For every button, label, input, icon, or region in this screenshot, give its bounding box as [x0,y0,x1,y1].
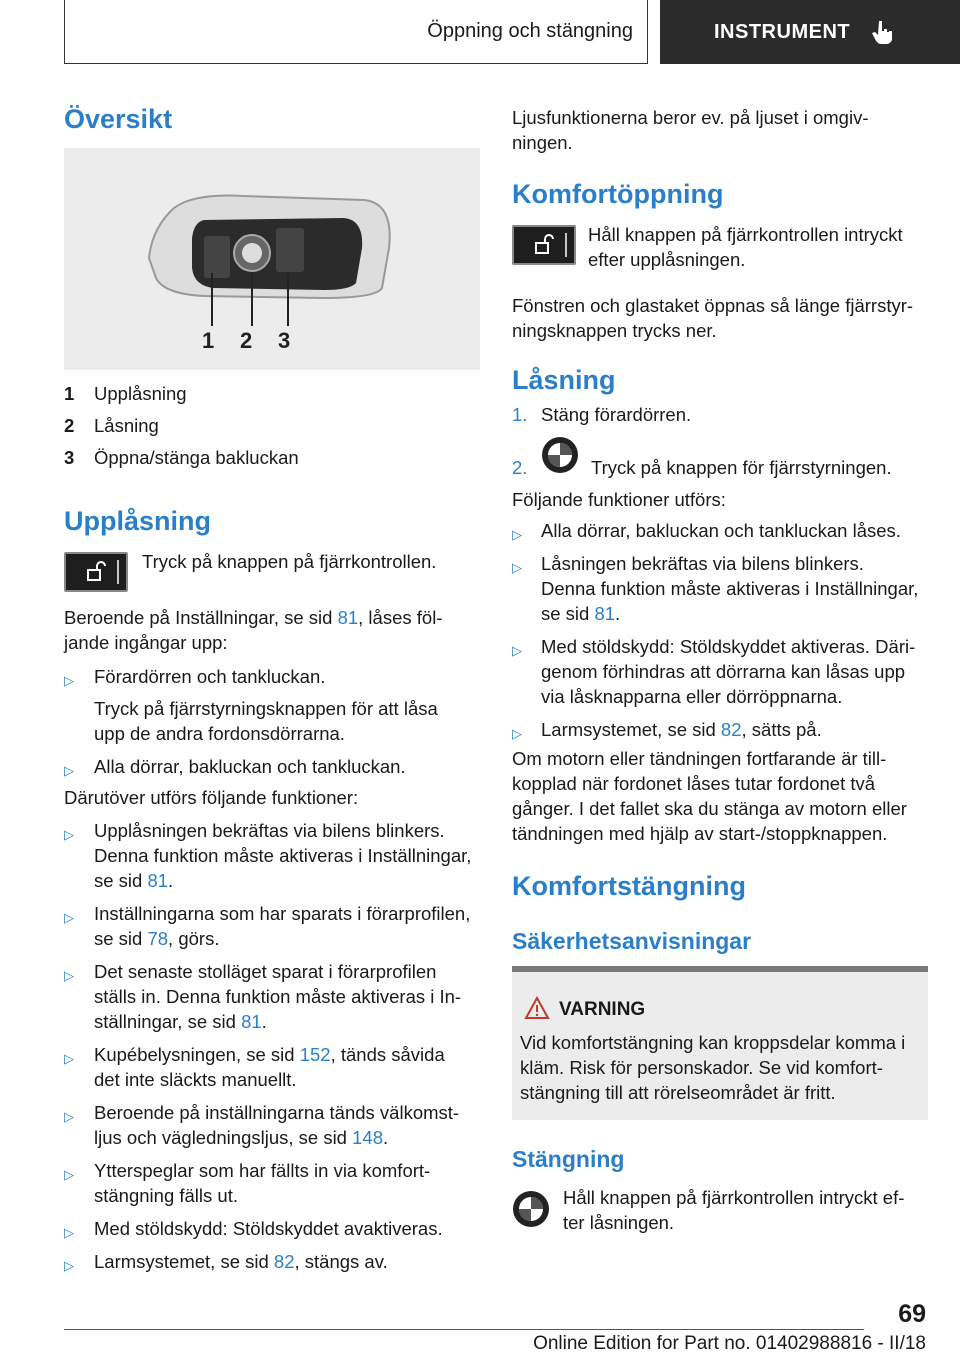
step-num: 2. [512,457,528,478]
warning-text: Vid komfortstängning kan kroppsdelar komma i kläm. Risk för personskador. Se vid komfort- stängning till att rörelseområdet är fritt. [520,1032,906,1103]
legend-text: Låsning [94,415,159,436]
footer-divider [64,1329,864,1330]
chapter-title: INSTRUMENT [714,20,851,43]
fig-label-2: 2 [240,328,253,353]
comfort-open-title: Komfortöppning [512,179,724,209]
key-fob-figure [64,148,480,370]
fig-label-1: 1 [202,328,215,353]
page-number: 69 [898,1300,926,1328]
safety-title: Säkerhetsanvisningar [512,928,752,954]
fig-label-3: 3 [278,328,291,353]
bmw-logo-icon [512,1190,550,1228]
header-chapter [660,0,960,64]
header-section [64,0,648,64]
warning-box [512,966,928,1120]
depends-para: Beroende på Inställningar, se sid 81, låses föl- jande ingångar upp: [64,607,443,653]
warning-triangle-icon [524,996,550,1020]
edition-text: Online Edition for Part no. 01402988816 - II/18 [533,1333,926,1354]
page-link[interactable]: 152 [299,1044,331,1065]
bmw-logo-icon [541,436,579,474]
motor-para: Om motorn eller tändningen fortfarande är till- kopplad när fordonet låses tutar fordonet två gånger. I det fallet ska du stänga av motorn eller tändningen med hjälp av start-/stoppknappen. [512,748,907,844]
page-link[interactable]: 81 [241,1011,262,1032]
legend-text: Upplåsning [94,383,187,404]
light-para: Ljusfunktionerna beror ev. på ljuset i omgiv- ningen. [512,107,869,153]
page-link[interactable]: 81 [594,603,616,624]
unlock-button-icon [512,225,576,265]
comfort-close-title: Komfortstängning [512,871,746,901]
functions-bullets: ▷ Upplåsningen bekräftas via bilens blinkers. Denna funktion måste aktiveras i Inställningar, se sid 81. ▷ Inställningarna som har sparats i förarprofilen, se sid 78, görs. ▷ Det senaste stolläget sparat i förarprofilen ställs in. Denna funktion måste aktiveras i In- ställningar, se sid 81. ▷ Kupébelysningen, se sid 152, tänds såvida det inte släckts manuellt. ▷ Beroende på inställningarna tänds välkomst- ljus och vägledningsljus, se sid 148. ▷ Ytterspeglar som har fällts in via komfort- stängning fälls ut. ▷ Med stöldskydd: Stöldskyddet avaktiveras. ▷ Larmsystemet, se sid 82, stängs av. [64,820,472,1273]
page-link[interactable]: 82 [273,1251,295,1272]
lock-title: Låsning [512,365,616,395]
legend-num: 3 [64,447,75,468]
lock-bullets: ▷ Alla dörrar, bakluckan och tankluckan låses. ▷ Låsningen bekräftas via bilens blinkers. Denna funktion måste aktiveras i Inställningar, se sid 81. ▷ Med stöldskydd: Stöldskyddet aktiveras. Däri- genom förhindras att dörrarna kan låsas upp via låsknapparna eller dörröppnarna. ▷ Larmsystemet, se sid 82, sätts på. [512,520,919,741]
page-link[interactable]: 82 [720,719,742,740]
windows-para: Fönstren och glastaket öppnas så länge fjärrstyr- ningsknappen trycks ner. [512,295,914,341]
comfort-open-instr: Håll knappen på fjärrkontrollen intryckt efter upplåsningen. [588,224,903,270]
legend-text: Öppna/stänga bakluckan [94,447,299,468]
warning-label: VARNING [559,999,646,1020]
section-title: Öppning och stängning [427,20,633,42]
unlock-button-icon [64,552,128,592]
page-link[interactable]: 81 [147,870,169,891]
close-title: Stängning [512,1146,625,1172]
step-text: Tryck på knappen för fjärrstyrningen. [591,457,892,478]
key-fob-image [64,148,480,370]
unlock-instruction: Tryck på knappen på fjärrkontrollen. [142,551,437,572]
page-link[interactable]: 81 [337,607,359,628]
follow-text: Följande funktioner utförs: [512,489,726,510]
also-text: Därutöver utförs följande funktioner: [64,787,359,808]
overview-title: Översikt [64,104,173,134]
step-text: Stäng förardörren. [541,404,692,425]
legend-num: 1 [64,383,75,404]
page-link[interactable]: 78 [147,928,169,949]
page-link[interactable]: 148 [352,1127,383,1148]
unlock-bullets: ▷ Förardörren och tankluckan. Tryck på fjärrstyrningsknappen för att låsa upp de andra fordonsdörrarna. ▷ Alla dörrar, bakluckan och tankluckan. [64,666,438,778]
step-num: 1. [512,404,528,425]
pointing-hand-icon [870,19,896,45]
unlock-title: Upplåsning [64,506,211,536]
close-instr: Håll knappen på fjärrkontrollen intryckt ef- ter låsningen. [563,1187,905,1233]
legend-num: 2 [64,415,75,436]
